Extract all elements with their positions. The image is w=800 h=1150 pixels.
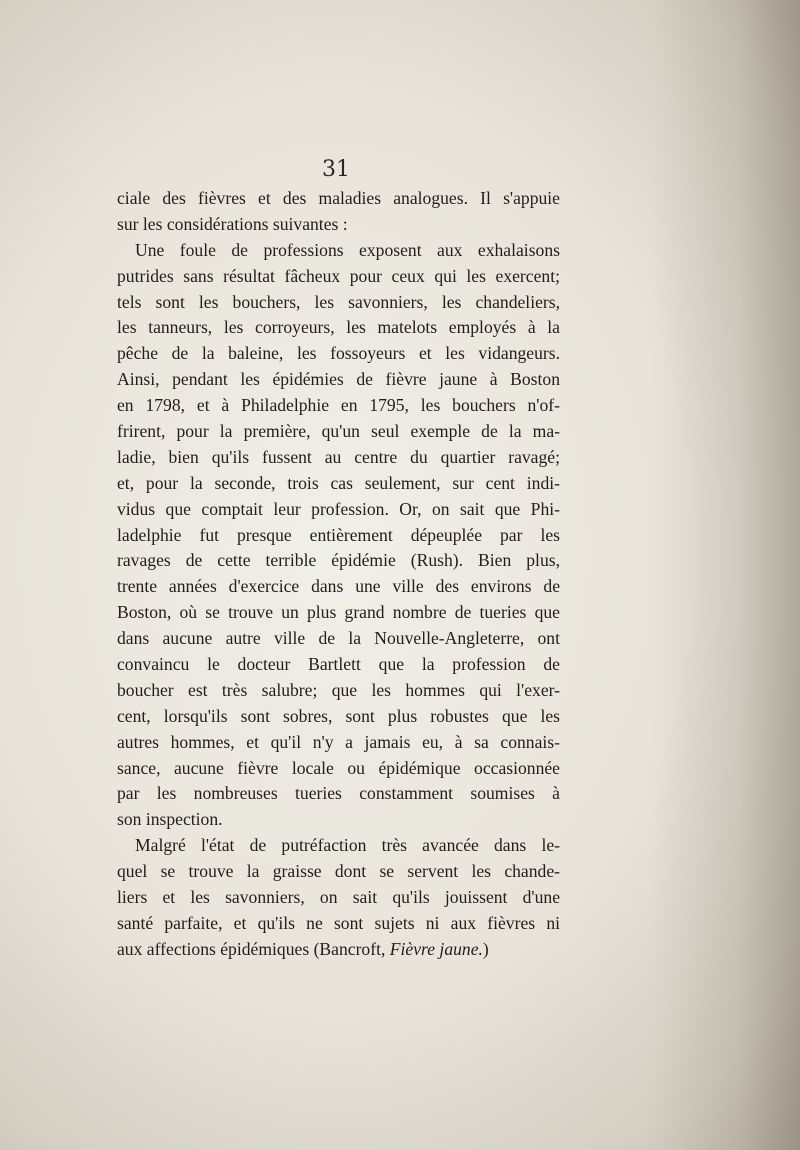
text-line: ladie, bien qu'ils fussent au centre du quartier ravagé; (117, 446, 560, 467)
text-line: sance, aucune fièvre locale ou épidémique occasionnée (117, 757, 560, 778)
text-line: boucher est très salubre; que les hommes qui l'exer- (117, 679, 560, 700)
text-line: putrides sans résultat fâcheux pour ceux qui les exercent; (117, 265, 560, 286)
text-line: ladelphie fut presque entièrement dépeuplée par les (117, 524, 560, 545)
text-line: pêche de la baleine, les fossoyeurs et les vidangeurs. (117, 343, 560, 364)
text-line: frirent, pour la première, qu'un seul exemple de la ma- (117, 421, 560, 442)
text-line: tels sont les bouchers, les savonniers, les chandeliers, (117, 291, 560, 312)
text-line: santé parfaite, et qu'ils ne sont sujets ni aux fièvres ni (117, 912, 560, 933)
page-number: 31 (322, 157, 350, 182)
text-line: quel se trouve la graisse dont se servent les chande- (117, 861, 560, 882)
text-line: trente années d'exercice dans une ville des environs de (117, 576, 560, 597)
page-edge-shadow (650, 0, 800, 1150)
text-line: ravages de cette terrible épidémie (Rush). Bien plus, (117, 550, 560, 571)
text-line: son inspection. (117, 809, 223, 830)
body-text (117, 186, 560, 963)
text-line: sur les considérations suivantes : (117, 213, 348, 234)
text-segment: aux affections épidémiques (Bancroft, (117, 938, 390, 959)
text-line: ciale des fièvres et des maladies analogues. Il s'appuie (117, 188, 560, 208)
text-line: convaincu le docteur Bartlett que la profession de (117, 654, 560, 675)
italic-title: Fièvre jaune. (389, 938, 483, 959)
text-line: Une foule de professions exposent aux exhalaisons (135, 239, 560, 260)
text-line: vidus que comptait leur profession. Or, on sait que Phi- (117, 498, 560, 519)
text-line: par les nombreuses tueries constamment soumises à (117, 783, 560, 804)
text-line: et, pour la seconde, trois cas seulement, sur cent indi- (117, 472, 560, 493)
text-line: Boston, où se trouve un plus grand nombre de tueries que (117, 602, 560, 623)
text-line: en 1798, et à Philadelphie en 1795, les bouchers n'of- (117, 395, 560, 416)
text-line: Ainsi, pendant les épidémies de fièvre jaune à Boston (117, 369, 560, 390)
text-line: Malgré l'état de putréfaction très avancée dans le- (135, 835, 560, 856)
text-line: cent, lorsqu'ils sont sobres, sont plus robustes que les (117, 705, 560, 726)
text-line: les tanneurs, les corroyeurs, les matelots employés à la (117, 317, 560, 338)
text-line: liers et les savonniers, on sait qu'ils jouissent d'une (117, 887, 560, 908)
text-line-final (117, 937, 560, 963)
text-line: dans aucune autre ville de la Nouvelle-Angleterre, ont (117, 628, 560, 649)
text-segment: ) (482, 938, 489, 959)
text-line: autres hommes, et qu'il n'y a jamais eu, à sa connais- (117, 731, 560, 752)
